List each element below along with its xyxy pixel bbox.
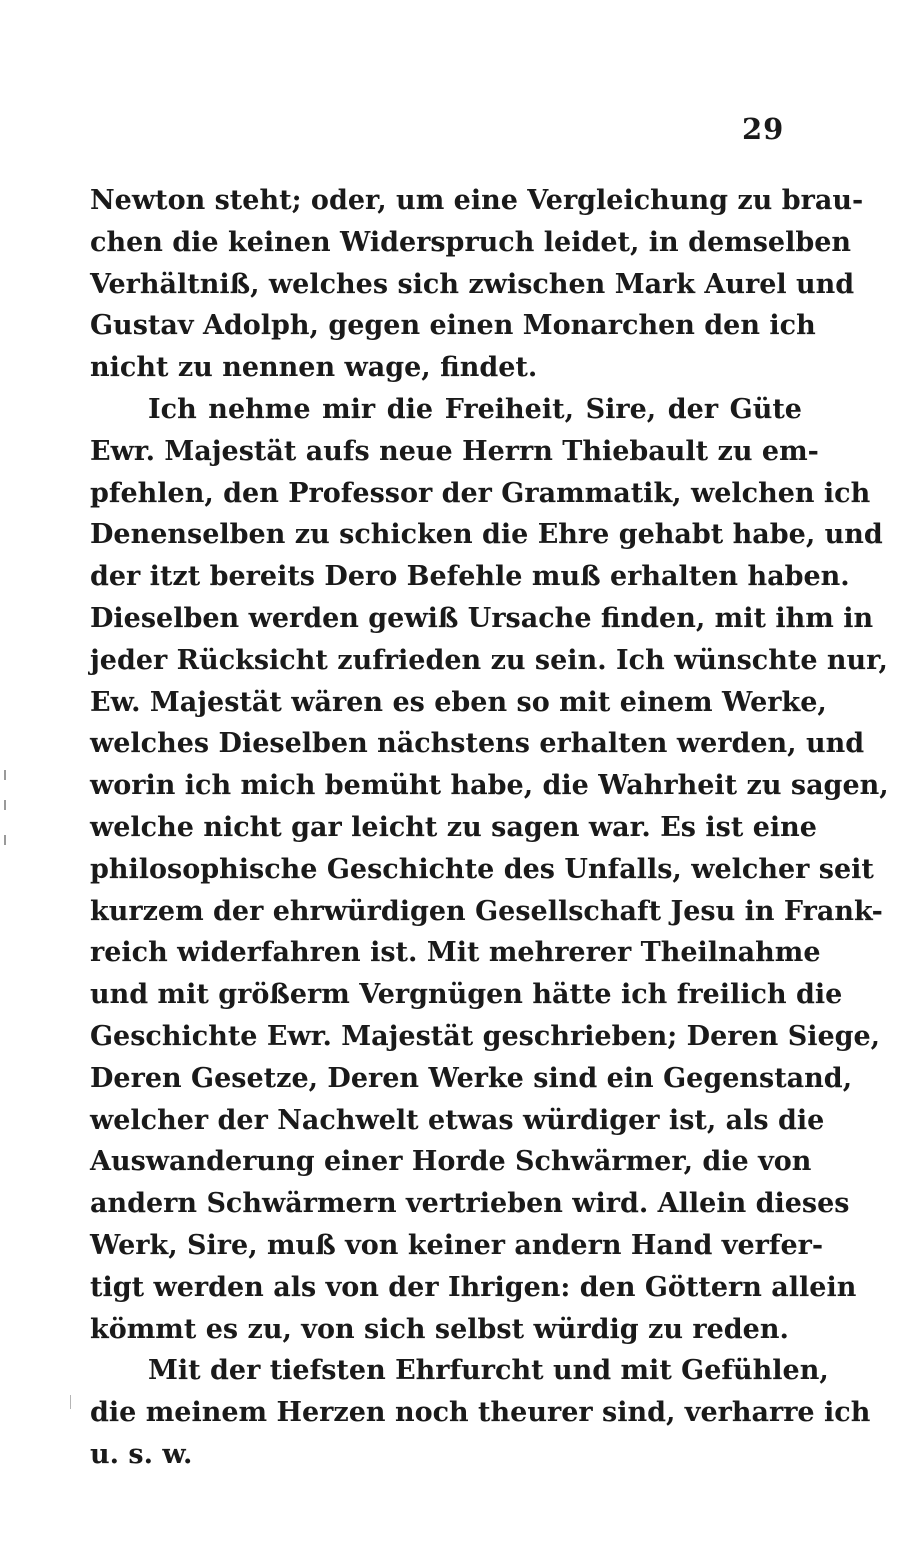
text-line: kurzem der ehrwürdigen Gesellschaft Jesu in Frank- <box>90 895 883 927</box>
text-line: Dieselben werden gewiß Ursache finden, mit ihm in <box>90 602 874 634</box>
text-line: Ew. Majestät wären es eben so mit einem Werke, <box>90 686 827 718</box>
text-line: welche nicht gar leicht zu sagen war. Es ist eine <box>90 811 817 843</box>
text-line: die meinem Herzen noch theurer sind, verharre ich <box>90 1397 871 1429</box>
text-line: Werk, Sire, muß von keiner andern Hand verfer- <box>90 1229 824 1261</box>
text-line: der itzt bereits Dero Befehle muß erhalten haben. <box>90 561 850 593</box>
text-line: u. s. w. <box>90 1438 193 1470</box>
text-line: reich widerfahren ist. Mit mehrerer Theilnahme <box>90 937 821 969</box>
text-line: Gustav Adolph, gegen einen Monarchen den ich <box>90 310 816 342</box>
text-line: tigt werden als von der Ihrigen: den Göttern allein <box>90 1271 857 1303</box>
text-line: Ich nehme mir die Freiheit, Sire, der Güte <box>148 393 802 425</box>
binding-gutter-mark <box>4 800 6 810</box>
binding-gutter-mark <box>4 835 6 845</box>
text-line: Auswanderung einer Horde Schwärmer, die von <box>90 1146 812 1178</box>
text-line: nicht zu nennen wage, findet. <box>90 352 538 384</box>
text-line: worin ich mich bemüht habe, die Wahrheit zu sagen, <box>90 770 889 802</box>
text-line: chen die keinen Widerspruch leidet, in demselben <box>90 226 852 258</box>
text-line: Deren Gesetze, Deren Werke sind ein Gegenstand, <box>90 1062 853 1094</box>
text-line: Geschichte Ewr. Majestät geschrieben; Deren Siege, <box>90 1020 881 1052</box>
text-line: Ewr. Majestät aufs neue Herrn Thiebault zu em- <box>90 435 819 467</box>
text-line: Denenselben zu schicken die Ehre gehabt habe, und <box>90 519 883 551</box>
text-line: kömmt es zu, von sich selbst würdig zu reden. <box>90 1313 789 1345</box>
edge-mark <box>70 1395 71 1409</box>
page-number: 29 <box>742 112 785 146</box>
text-line: Mit der tiefsten Ehrfurcht und mit Gefühlen, <box>148 1355 829 1387</box>
text-line: philosophische Geschichte des Unfalls, welcher seit <box>90 853 874 885</box>
text-line: und mit größerm Vergnügen hätte ich freilich die <box>90 979 843 1011</box>
text-line: welches Dieselben nächstens erhalten werden, und <box>90 728 865 760</box>
text-line: Verhältniß, welches sich zwischen Mark Aurel und <box>90 268 855 300</box>
text-line: jeder Rücksicht zufrieden zu sein. Ich wünschte nur, <box>90 644 888 676</box>
binding-gutter-mark <box>4 770 6 780</box>
text-line: Newton steht; oder, um eine Vergleichung zu brau- <box>90 185 864 216</box>
text-line: welcher der Nachwelt etwas würdiger ist, als die <box>90 1104 825 1136</box>
text-line: andern Schwärmern vertrieben wird. Allein dieses <box>90 1188 850 1220</box>
letter-body <box>90 180 889 1476</box>
text-line: pfehlen, den Professor der Grammatik, welchen ich <box>90 477 871 509</box>
